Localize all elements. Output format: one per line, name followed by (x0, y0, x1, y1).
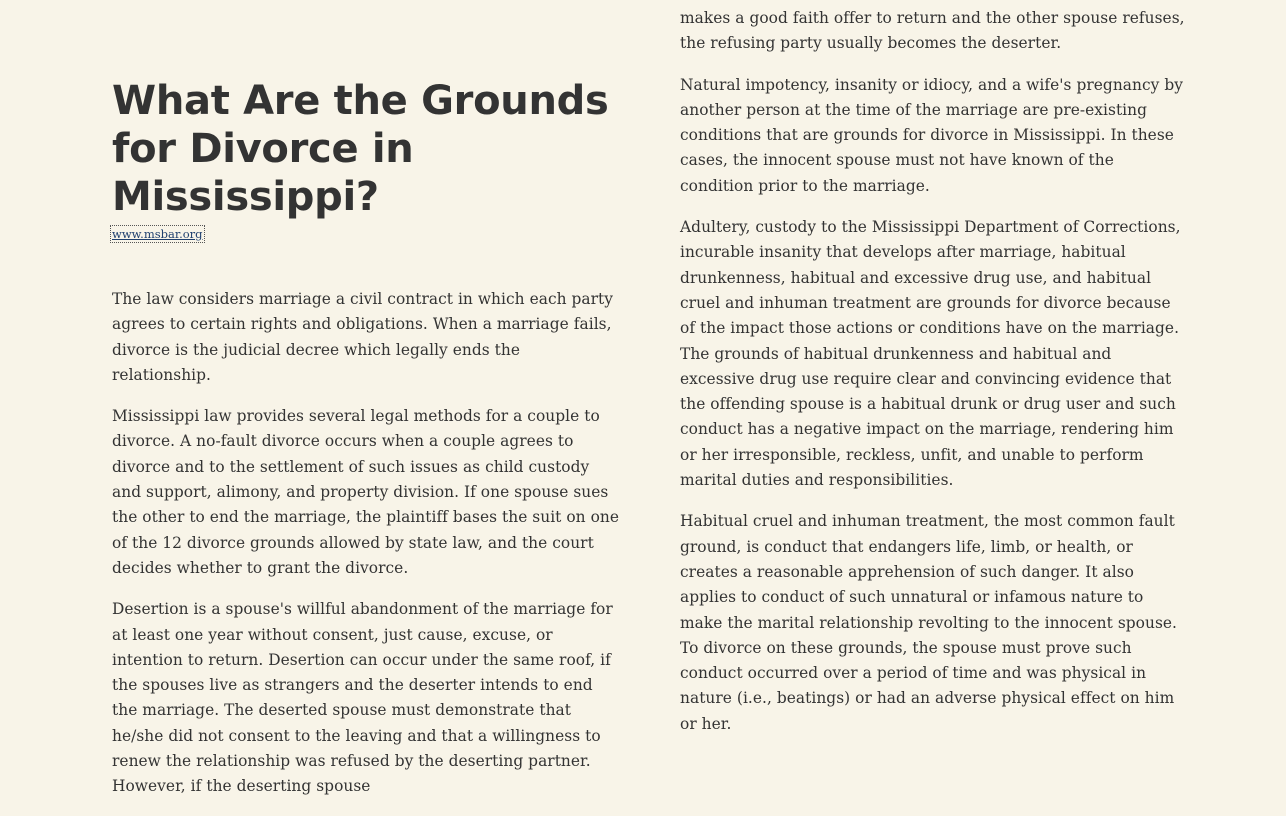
paragraph-cruel-treatment: Habitual cruel and inhuman treatment, the most common fault ground, is conduct that endangers life, limb, or health, or creates a reasonable apprehension of such danger. It also applies to conduct of such unnatural or infamous nature to make the marital relationship revolting to the innocent spouse. To divorce on these grounds, the spouse must prove such conduct occurred over a period of time and was physical in nature (i.e., beatings) or had an adverse physical effect on him or her. (680, 512, 1178, 733)
paragraph-desertion: Desertion is a spouse's willful abandonment of the marriage for at least one year without consent, just cause, excuse, or intention to return. Desertion can occur under the same roof, if the spouses live as strangers and the deserter intends to end the marriage. The deserted spouse must demonstrate that he/she did not consent to the leaving and that a willingness to renew the relationship was refused by the deserting partner. However, if the deserting spouse (112, 600, 613, 796)
paragraph-intro: The law considers marriage a civil contract in which each party agrees to certain rights and obligations. When a marriage fails, divorce is the judicial decree which legally ends the relationship. (112, 290, 614, 384)
paragraph-legal-methods: Mississippi law provides several legal methods for a couple to divorce. A no-fault divorce occurs when a couple agrees to divorce and to the settlement of such issues as child custody and support, alimony, and property division. If one spouse sues the other to end the marriage, the plaintiff bases the suit on one of the 12 divorce grounds allowed by state law, and the court decides whether to grant the divorce. (112, 407, 620, 577)
paragraph-pre-existing-conditions: Natural impotency, insanity or idiocy, and a wife's pregnancy by another person at the time of the marriage are pre-existing conditions that are grounds for divorce in Mississippi. In these cases, the innocent spouse must not have known of the condition prior to the marriage. (680, 75, 1183, 195)
right-column (680, 0, 1188, 753)
source-link[interactable]: www.msbar.org (112, 227, 203, 241)
paragraph-desertion-continued: makes a good faith offer to return and the other spouse refuses, the refusing party usually becomes the deserter. (680, 9, 1185, 53)
paragraph-fault-grounds: Adultery, custody to the Mississippi Department of Corrections, incurable insanity that develops after marriage, habitual drunkenness, habitual and excessive drug use, and habitual cruel and inhuman treatment are grounds for divorce because of the impact those actions or conditions have on the marriage. The grounds of habitual drunkenness and habitual and excessive drug use require clear and convincing evidence that the offending spouse is a habitual drunk or drug user and such conduct has a negative impact on the marriage, rendering him or her irresponsible, reckless, unfit, and unable to perform marital duties and responsibilities. (680, 218, 1181, 490)
left-column (112, 0, 622, 816)
article-title: What Are the Grounds for Divorce in Mississippi? (112, 78, 609, 220)
